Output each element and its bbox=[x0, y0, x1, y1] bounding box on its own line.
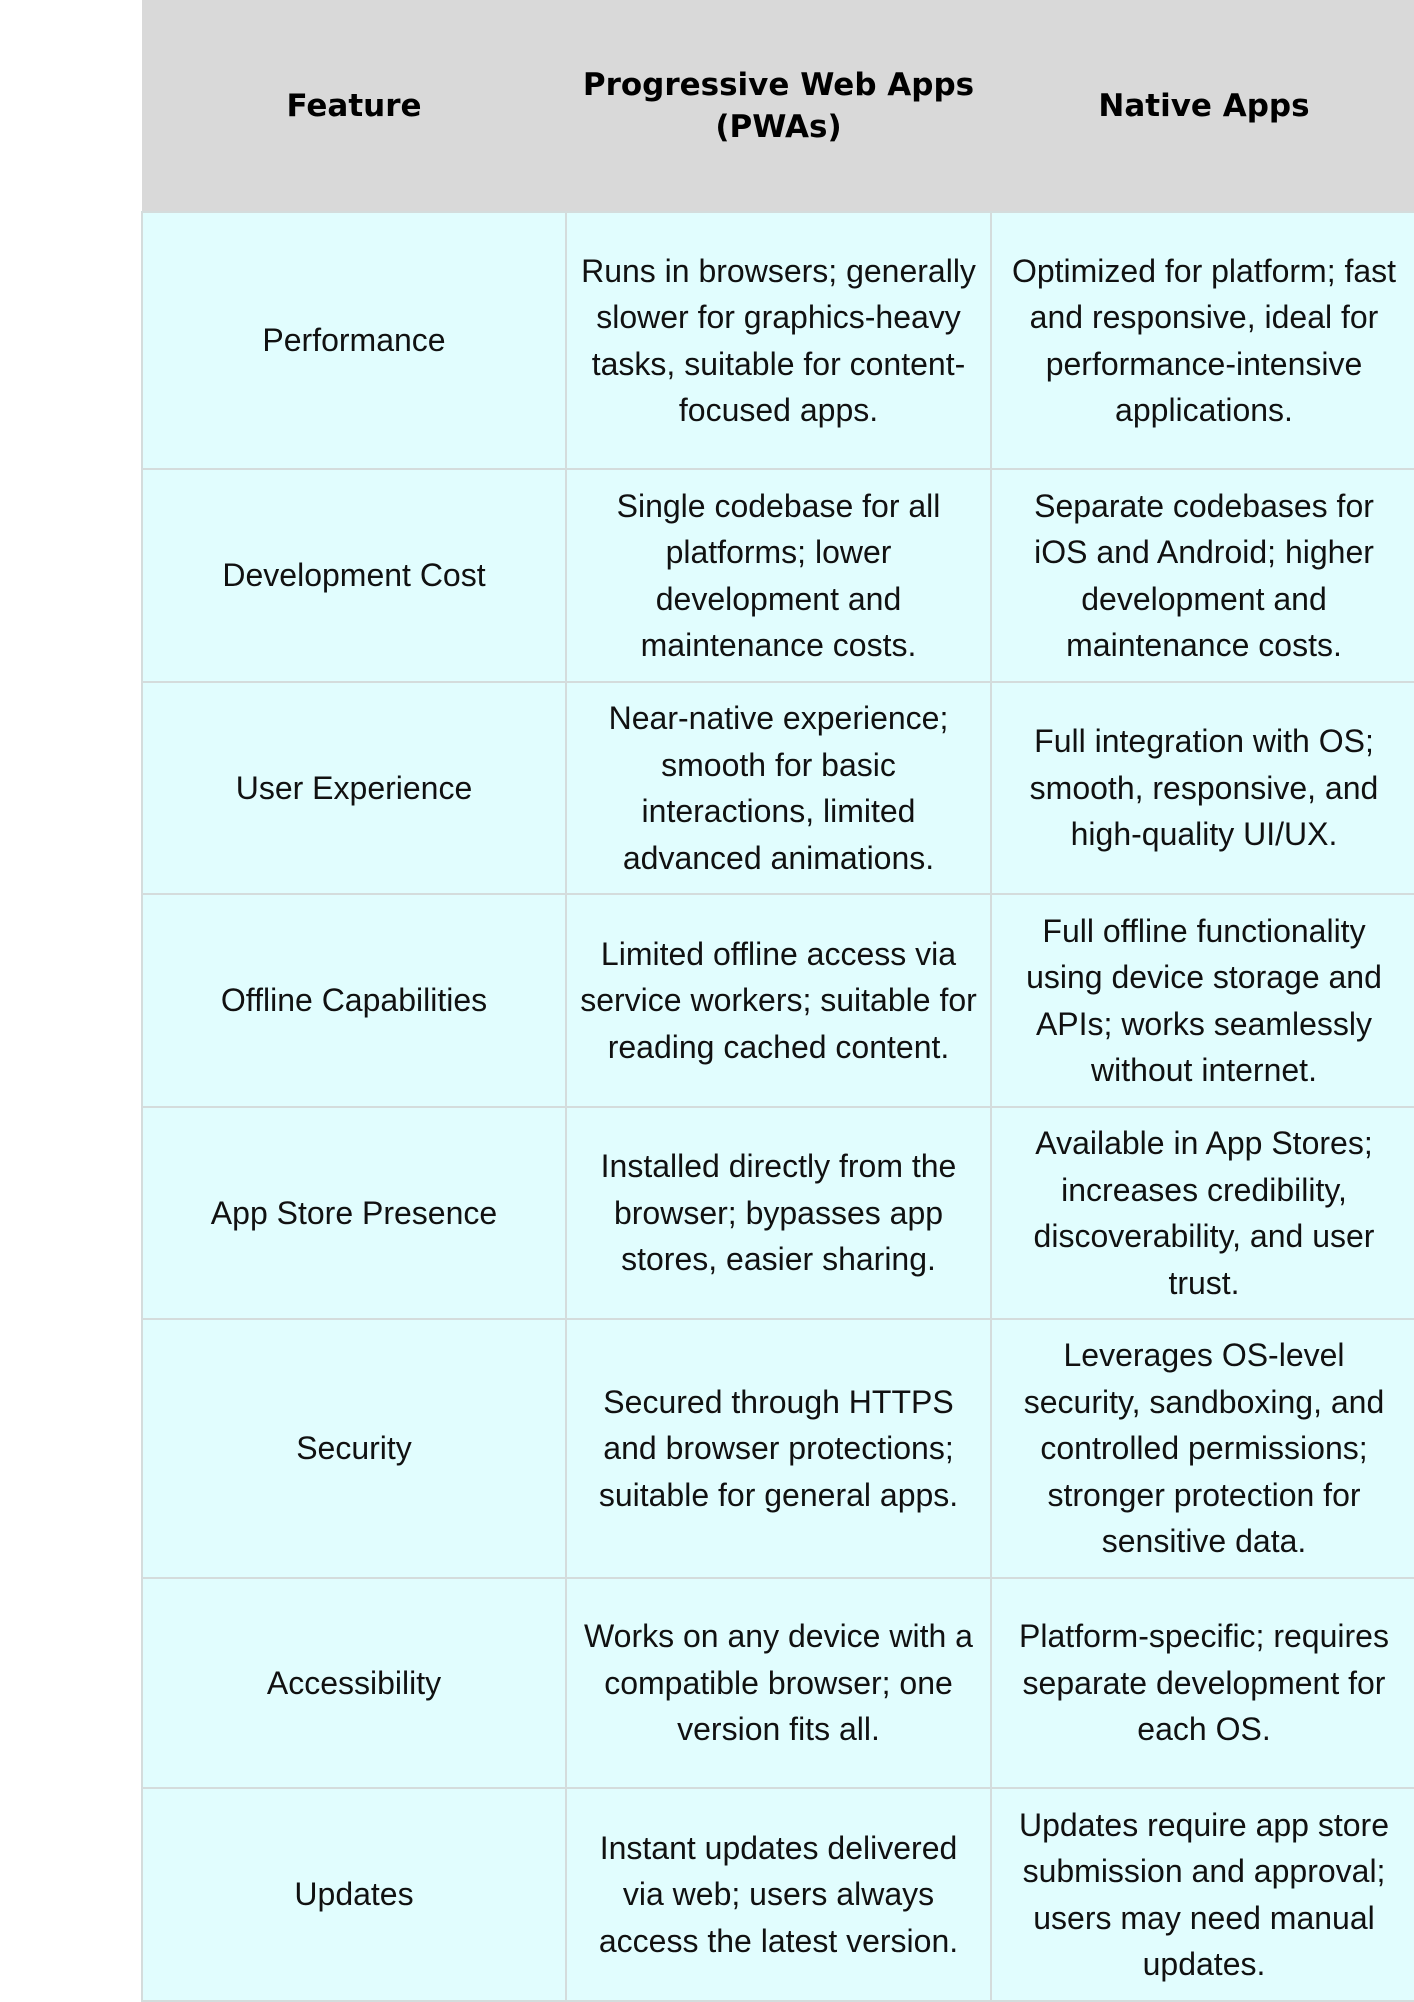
feature-cell: User Experience bbox=[142, 682, 566, 894]
native-cell: Full offline functionality using device storage and APIs; works seamlessly without internet. bbox=[991, 894, 1414, 1107]
table-row bbox=[142, 1319, 1414, 1578]
table-row bbox=[142, 1107, 1414, 1319]
native-cell: Available in App Stores; increases credibility, discoverability, and user trust. bbox=[991, 1107, 1414, 1319]
header-native: Native Apps bbox=[991, 0, 1414, 212]
pwa-cell: Single codebase for all platforms; lower development and maintenance costs. bbox=[566, 469, 991, 682]
feature-cell: App Store Presence bbox=[142, 1107, 566, 1319]
table-row bbox=[142, 1578, 1414, 1788]
feature-cell: Security bbox=[142, 1319, 566, 1578]
native-cell: Updates require app store submission and approval; users may need manual updates. bbox=[991, 1788, 1414, 2001]
pwa-cell: Secured through HTTPS and browser protections; suitable for general apps. bbox=[566, 1319, 991, 1578]
native-cell: Platform-specific; requires separate development for each OS. bbox=[991, 1578, 1414, 1788]
header-feature: Feature bbox=[142, 0, 566, 212]
feature-cell: Updates bbox=[142, 1788, 566, 2001]
table-row bbox=[142, 212, 1414, 469]
header-pwa: Progressive Web Apps (PWAs) bbox=[566, 0, 991, 212]
feature-cell: Accessibility bbox=[142, 1578, 566, 1788]
native-cell: Leverages OS-level security, sandboxing, and controlled permissions; stronger protection for sensitive data. bbox=[991, 1319, 1414, 1578]
native-cell: Separate codebases for iOS and Android; higher development and maintenance costs. bbox=[991, 469, 1414, 682]
header-row bbox=[142, 0, 1414, 212]
native-cell: Optimized for platform; fast and responsive, ideal for performance-intensive applications. bbox=[991, 212, 1414, 469]
table-row bbox=[142, 682, 1414, 894]
pwa-cell: Instant updates delivered via web; users always access the latest version. bbox=[566, 1788, 991, 2001]
feature-cell: Performance bbox=[142, 212, 566, 469]
pwa-cell: Near-native experience; smooth for basic interactions, limited advanced animations. bbox=[566, 682, 991, 894]
pwa-cell: Installed directly from the browser; bypasses app stores, easier sharing. bbox=[566, 1107, 991, 1319]
comparison-table bbox=[141, 0, 1414, 2002]
feature-cell: Offline Capabilities bbox=[142, 894, 566, 1107]
pwa-cell: Runs in browsers; generally slower for graphics-heavy tasks, suitable for content-focused apps. bbox=[566, 212, 991, 469]
feature-cell: Development Cost bbox=[142, 469, 566, 682]
table-row bbox=[142, 469, 1414, 682]
table-row bbox=[142, 1788, 1414, 2001]
pwa-cell: Limited offline access via service workers; suitable for reading cached content. bbox=[566, 894, 991, 1107]
table-row bbox=[142, 894, 1414, 1107]
pwa-cell: Works on any device with a compatible browser; one version fits all. bbox=[566, 1578, 991, 1788]
native-cell: Full integration with OS; smooth, responsive, and high-quality UI/UX. bbox=[991, 682, 1414, 894]
